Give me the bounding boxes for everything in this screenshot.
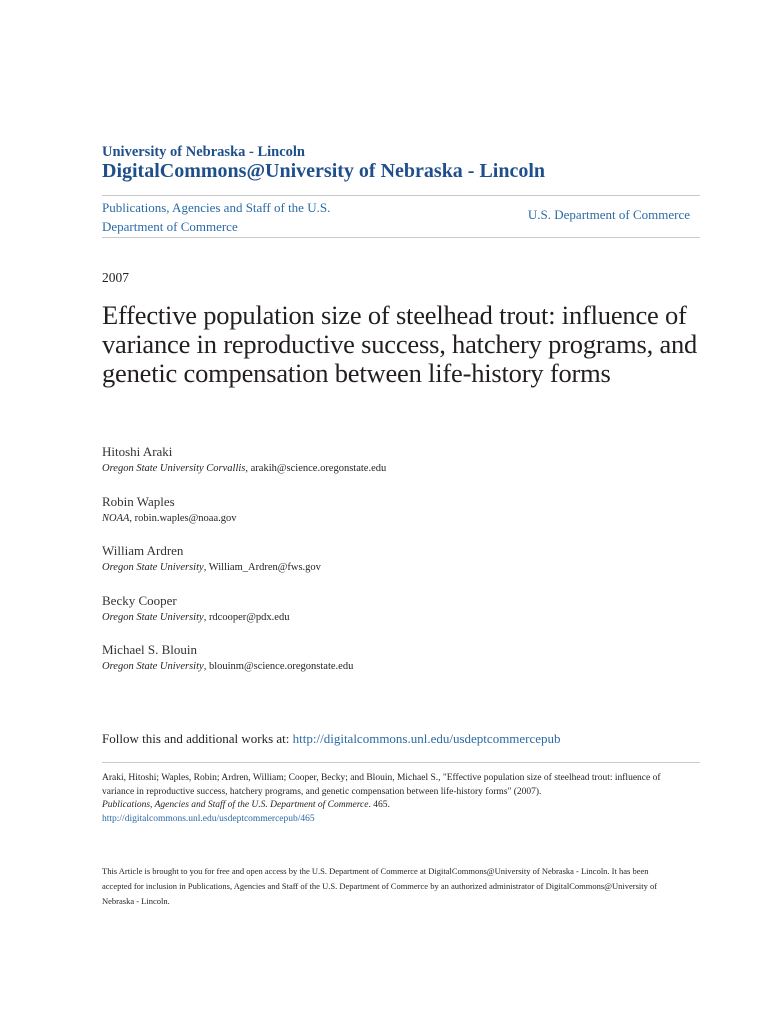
citation-url-link[interactable]: http://digitalcommons.unl.edu/usdeptcommercepub/465 (102, 813, 315, 824)
divider-citation (102, 762, 700, 763)
author-name: Michael S. Blouin (102, 642, 197, 657)
department-link[interactable]: U.S. Department of Commerce (527, 207, 690, 222)
divider-bottom (102, 237, 700, 238)
author-affiliation: Oregon State University Corvallis (102, 463, 246, 474)
access-note: This Article is brought to you for free and open access by the U.S. Department of Commerce at DigitalCommons@University of Nebraska - Lincoln. It has been accepted for inclusion in Publications, Agencies and Staff of the U.S. Department of Commerce by an authorized administrator of DigitalCommons@University of Nebraska - Lincoln. (102, 866, 658, 906)
author-name: Hitoshi Araki (102, 444, 173, 459)
citation-number: 465. (373, 800, 390, 810)
author-name: Robin Waples (102, 494, 175, 509)
follow-label: Follow this and additional works at: (102, 731, 290, 746)
author-email[interactable]: arakih@science.oregonstate.edu (250, 463, 387, 474)
author-block: Robin Waples NOAA, robin.waples@noaa.gov (102, 494, 237, 524)
author-affiliation: Oregon State University (102, 661, 204, 672)
author-affiliation: Oregon State University (102, 562, 204, 573)
author-email[interactable]: William_Ardren@fws.gov (208, 562, 321, 573)
author-affiliation: NOAA (102, 513, 130, 524)
recommended-citation: Araki, Hitoshi; Waples, Robin; Ardren, William; Cooper, Becky; and Blouin, Michael S., "Effective population size of steelhead trout: influence of variance in reproductive success, hatchery programs, and genetic compensation between life-history forms" (2007). Publications, Agencies and Staff of the U.S. Department of Commerce. 465. http://digitalcommons.unl.edu/usdeptcommercepub/465 (102, 773, 661, 824)
author-block: Michael S. Blouin Oregon State University, blouinm@science.oregonstate.edu (102, 642, 354, 672)
author-name: William Ardren (102, 543, 184, 558)
publication-year: 2007 (102, 270, 129, 285)
author-email[interactable]: blouinm@science.oregonstate.edu (208, 661, 354, 672)
repository-link[interactable]: DigitalCommons@University of Nebraska - Lincoln (102, 160, 546, 182)
article-title: Effective population size of steelhead trout: influence of variance in reproductive success, hatchery programs, and genetic compensation between life-history forms (102, 300, 698, 388)
author-affiliation: Oregon State University (102, 612, 204, 623)
author-email[interactable]: robin.waples@noaa.gov (134, 513, 237, 524)
citation-text: Araki, Hitoshi; Waples, Robin; Ardren, William; Cooper, Becky; and Blouin, Michael S., "Effective population size of steelhead trout: influence of variance in reproductive success, hatchery programs, and genetic compensation between life-history forms" (2007). (102, 773, 661, 797)
author-block: William Ardren Oregon State University, William_Ardren@fws.gov (102, 543, 321, 573)
author-email[interactable]: rdcooper@pdx.edu (208, 612, 290, 623)
author-block: Hitoshi Araki Oregon State University Corvallis, arakih@science.oregonstate.edu (102, 444, 387, 474)
follow-line (102, 731, 561, 747)
institution-link[interactable]: University of Nebraska - Lincoln (102, 144, 305, 160)
citation-journal: Publications, Agencies and Staff of the U.S. Department of Commerce (102, 800, 369, 810)
author-name: Becky Cooper (102, 593, 177, 608)
divider-top (102, 195, 700, 196)
follow-url-link[interactable]: http://digitalcommons.unl.edu/usdeptcommercepub (292, 731, 561, 746)
author-block: Becky Cooper Oregon State University, rdcooper@pdx.edu (102, 593, 290, 623)
series-link[interactable]: Publications, Agencies and Staff of the U.S. Department of Commerce (102, 200, 331, 234)
